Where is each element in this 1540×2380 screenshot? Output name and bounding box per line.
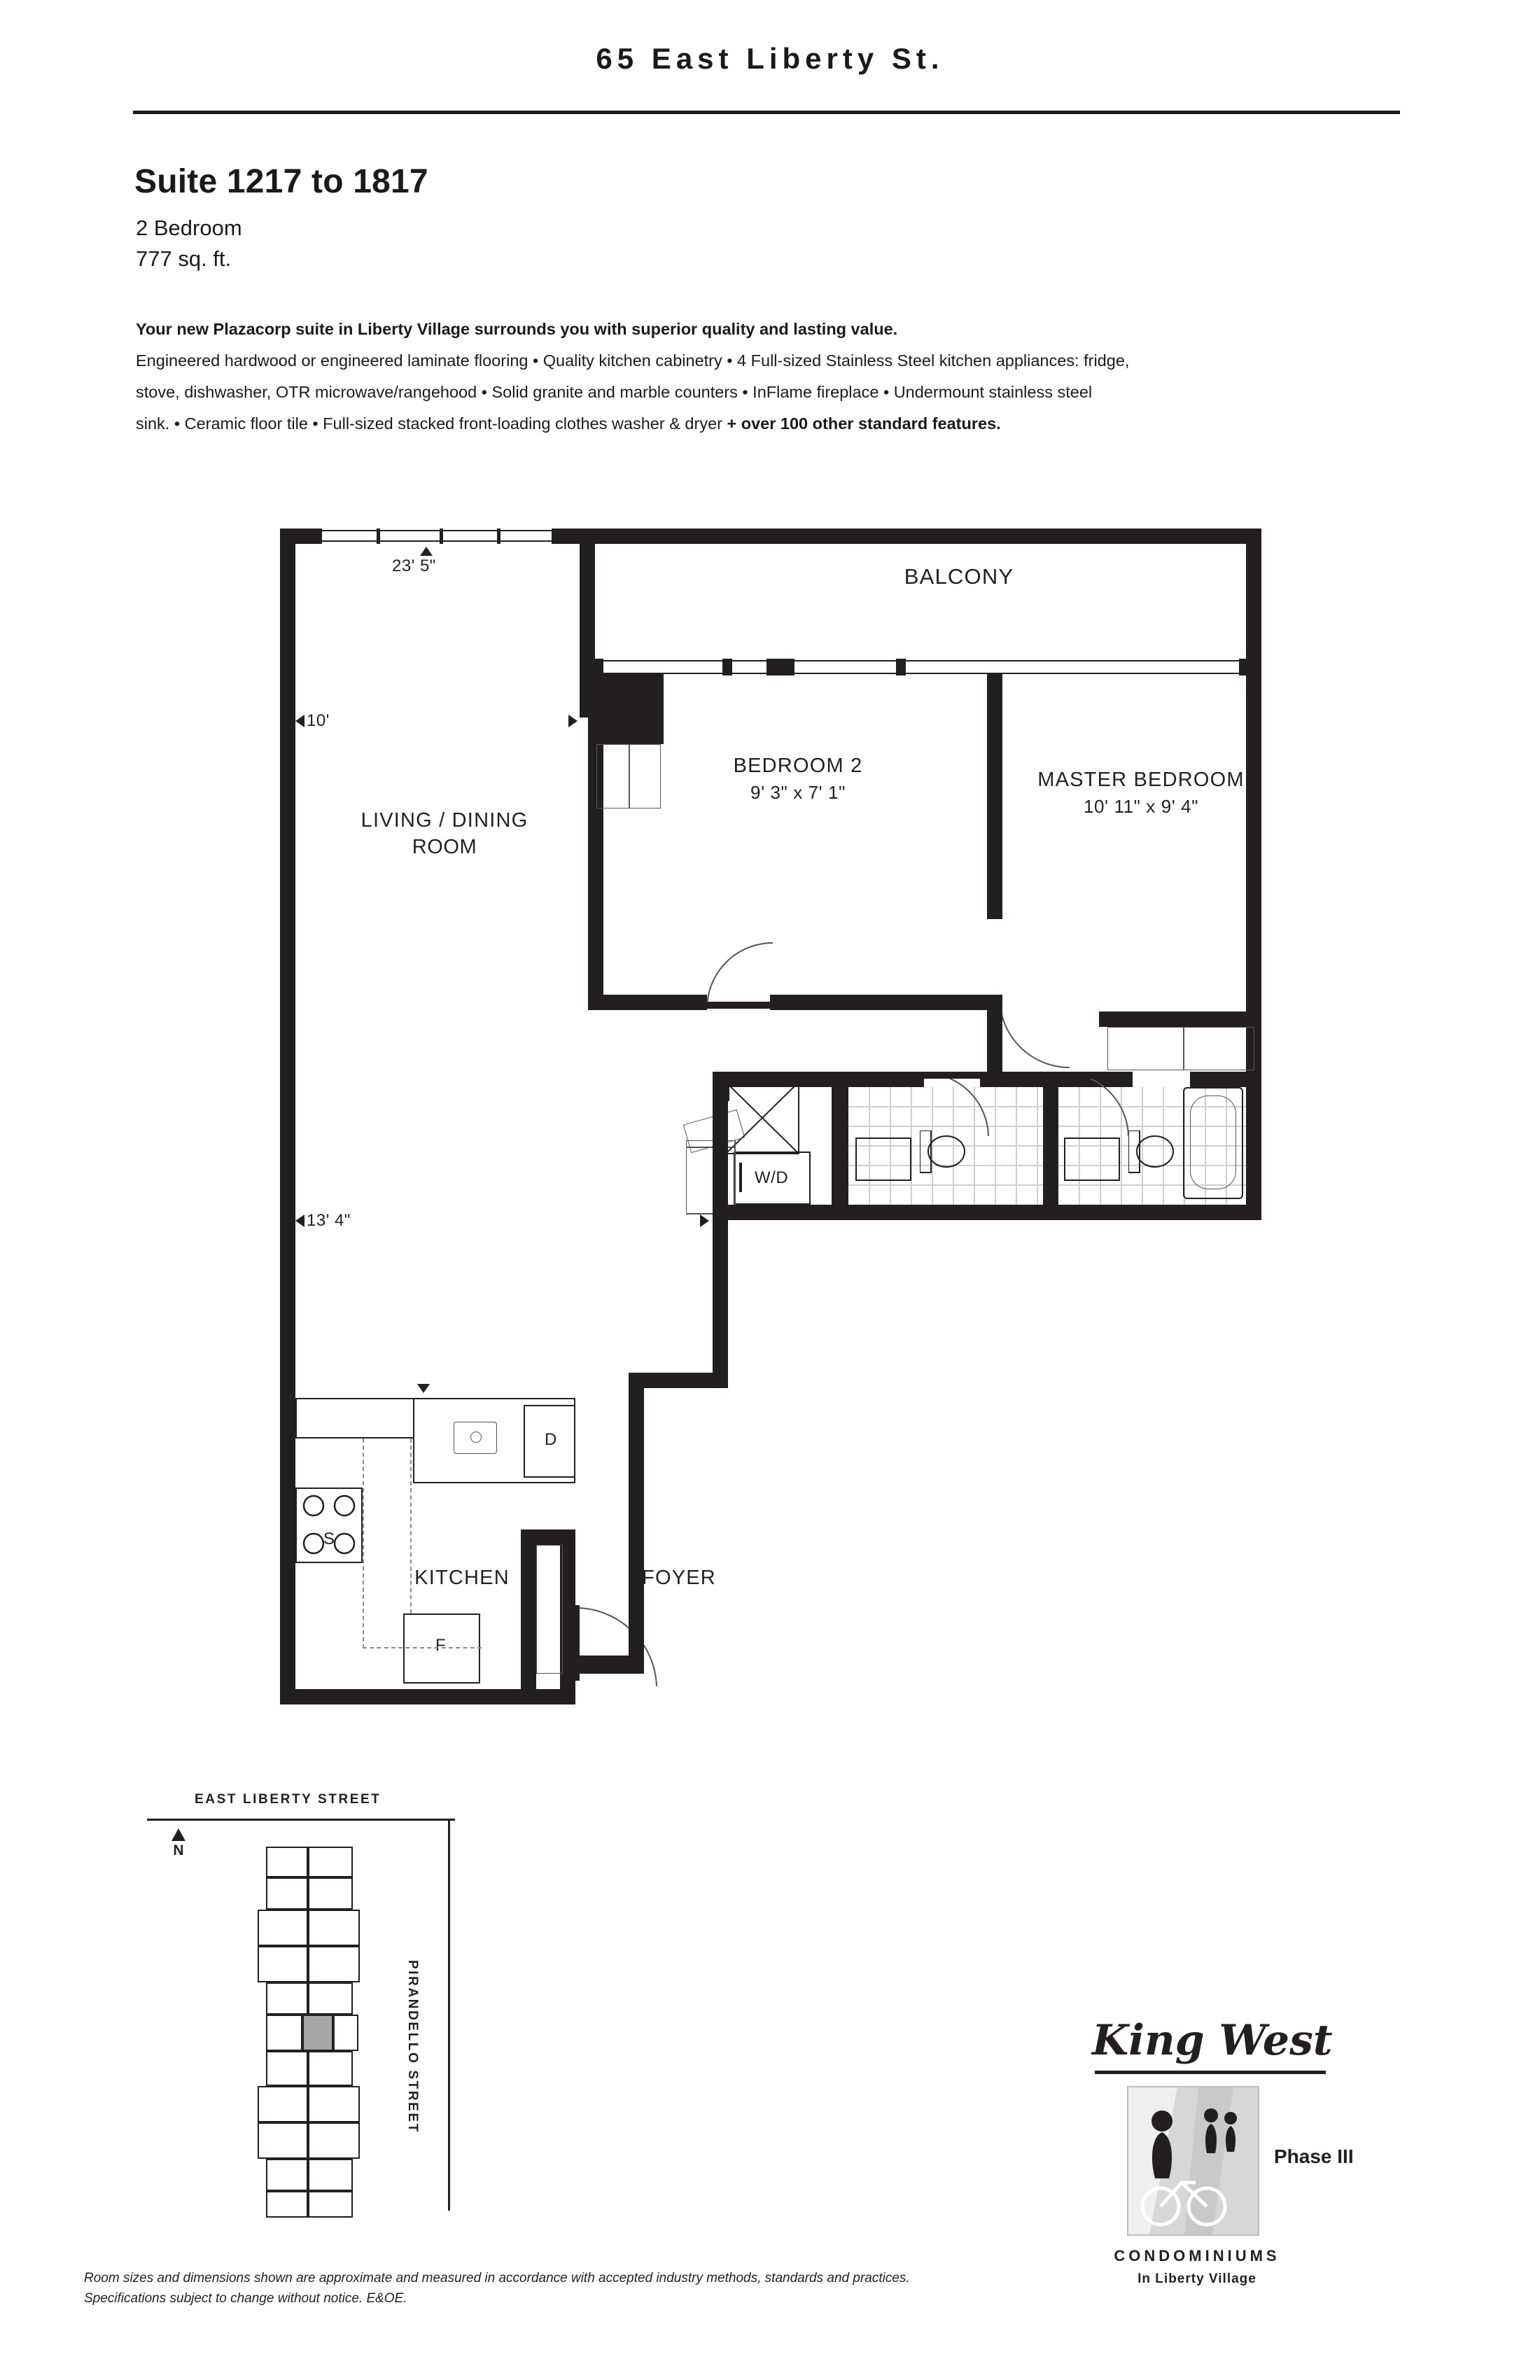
window-living-top-mullion-3 (497, 528, 500, 544)
key-plan (140, 1792, 504, 2282)
dim-depth2: 13' 4" (307, 1211, 351, 1230)
room-label-foyer (574, 1564, 784, 1591)
kitchen-dim-arrow (417, 1384, 430, 1393)
master-dim: 10' 11" x 9' 4" (1083, 796, 1199, 817)
features-body: Engineered hardwood or engineered laminate flooring • Quality kitchen cabinetry • 4 Full-sized Stainless Steel kitchen appliances: fridge, stove, dishwasher, OTR microwave/rangehood • Solid granite and marble counters • InFlame fireplace • Undermount stainless steel sink. • Ceramic floor tile • Full-sized stacked front-loading clothes washer & dryer (136, 351, 1130, 433)
keyplan-unit (266, 2051, 308, 2086)
keyplan-unit (308, 1910, 360, 1946)
keyplan-unit (308, 1847, 353, 1877)
wall-corridor-horizontal (713, 1205, 846, 1220)
keyplan-unit (308, 1982, 353, 2015)
wall-foyer-left (521, 1530, 536, 1690)
fridge-label: F (435, 1636, 446, 1655)
keyplan-unit (308, 1877, 353, 1910)
brand-illustration-svg (1128, 2087, 1258, 2234)
wall-bedroom2-master-divider (987, 674, 1002, 919)
room-label-master (1008, 766, 1274, 820)
suite-bedrooms: 2 Bedroom (136, 216, 242, 240)
kitchen-name: KITCHEN (414, 1567, 510, 1589)
disclaimer-line-2: Specifications subject to change without notice. E&OE. (84, 2291, 407, 2306)
dim-arrow-depth1-right (568, 715, 578, 727)
keyplan-unit (308, 2086, 360, 2122)
keyplan-right-street-line (448, 1819, 450, 2211)
keyplan-unit (258, 2122, 308, 2159)
brand-illustration (1127, 2086, 1259, 2236)
toilet-ensuite (1128, 1130, 1177, 1184)
dim-arrow-width (420, 547, 433, 556)
keyplan-unit (266, 2159, 308, 2191)
keyplan-unit (258, 2086, 308, 2122)
keyplan-unit (258, 1946, 308, 1982)
keyplan-unit (258, 1910, 308, 1946)
dim-depth1: 10' (307, 711, 330, 730)
window-living-top-mullion-2 (440, 528, 443, 544)
floor-plan-drawing (280, 522, 1400, 1712)
room-label-living (315, 807, 574, 860)
room-label-bedroom2 (616, 752, 980, 806)
dim-arrow-depth2 (295, 1214, 304, 1227)
disclaimer (84, 2268, 994, 2309)
page-title: 65 East Liberty St. (596, 42, 944, 75)
bedroom2-name: BEDROOM 2 (733, 755, 863, 777)
condominiums-label: CONDOMINIUMS (1114, 2247, 1280, 2264)
wall-master-closet-top (1099, 1011, 1261, 1027)
sink-bath (855, 1138, 911, 1181)
stove-burners (295, 1488, 363, 1563)
disclaimer-line-1: Room sizes and dimensions shown are approximate and measured in accordance with accepted industry methods, standards and practices. (84, 2271, 910, 2286)
window-balcony-post-4 (896, 659, 906, 676)
wall-exterior-bottom (280, 1689, 574, 1704)
bedroom2-dim: 9' 3" x 7' 1" (750, 782, 846, 803)
wall-corridor-vertical (713, 1220, 728, 1388)
keyplan-unit (266, 1847, 308, 1877)
master-name: MASTER BEDROOM (1037, 769, 1245, 791)
north-label: N (173, 1842, 184, 1858)
keyplan-unit (308, 2191, 353, 2218)
window-balcony-band (580, 660, 1261, 674)
wall-bedroom2-bottom-2 (770, 995, 1002, 1010)
foyer-name: FOYER (642, 1567, 716, 1589)
stove-label: S (323, 1530, 335, 1548)
features-tail: + over 100 other standard features. (727, 414, 1001, 433)
closet-master-door-line (1183, 1027, 1184, 1070)
village-label: In Liberty Village (1138, 2272, 1256, 2286)
kitchen-sink-drain (470, 1432, 482, 1443)
features-lead: Your new Plazacorp suite in Liberty Village surrounds you with superior quality and lasting value. (136, 320, 898, 338)
door-ensuite (1063, 1072, 1130, 1139)
keyplan-unit (266, 2191, 308, 2218)
dim-arrow-depth1 (295, 715, 304, 727)
brand-name: King West (1092, 2016, 1333, 2065)
window-balcony-post-2 (722, 659, 732, 676)
wall-exterior-right (1246, 660, 1261, 1220)
wall-foyer-right-upper (713, 1072, 728, 1220)
living-name-2: ROOM (412, 836, 477, 858)
keyplan-unit (308, 2122, 360, 2159)
living-name: LIVING / DINING (360, 809, 528, 832)
closet-master-doors (1107, 1027, 1254, 1070)
closet-bedroom2-block (588, 674, 664, 744)
features-paragraph (136, 314, 1130, 440)
suite-area: 777 sq. ft. (136, 246, 232, 271)
keyplan-unit (266, 2015, 302, 2051)
door-bedroom2 (706, 941, 776, 1011)
wall-balcony-top (662, 528, 1261, 544)
suite-title: Suite 1217 to 1817 (134, 163, 428, 200)
wall-exterior-left (280, 528, 295, 1704)
window-living-top (321, 530, 553, 542)
header-divider (133, 111, 1400, 114)
north-arrow-icon (172, 1828, 186, 1841)
phase-label: Phase III (1274, 2146, 1354, 2167)
door-bath (923, 1072, 990, 1139)
window-balcony-post-3 (766, 659, 794, 676)
keyplan-building (252, 1847, 377, 2218)
bathtub-inner (1190, 1096, 1236, 1189)
kitchen-dash-bottom (363, 1647, 482, 1648)
wall-exterior-top-left (280, 528, 322, 544)
balcony-name: BALCONY (904, 564, 1014, 589)
wall-bedroom2-bottom (588, 995, 707, 1010)
wall-balcony-right (1246, 528, 1261, 676)
window-living-top-mullion-1 (377, 528, 380, 544)
keyplan-top-street-line (147, 1819, 455, 1821)
keyplan-unit-highlighted (302, 2015, 333, 2051)
room-label-balcony (833, 564, 1085, 590)
keyplan-unit (266, 1877, 308, 1910)
keyplan-street-right-label: PIRANDELLO STREET (405, 1960, 420, 2134)
room-label-kitchen (350, 1564, 574, 1591)
brand-logo (1078, 2016, 1407, 2331)
wall-entry-vertical (629, 1373, 644, 1674)
keyplan-unit (308, 1946, 360, 1982)
sink-ensuite (1064, 1138, 1120, 1181)
dishwasher-label: D (545, 1430, 557, 1449)
wall-bath-bottom (833, 1205, 1261, 1220)
kitchen-dash-left (363, 1438, 364, 1648)
brand-underline (1095, 2071, 1326, 2074)
window-balcony-post-1 (580, 659, 603, 676)
wall-ensuite-left (1043, 1072, 1058, 1220)
dim-width: 23' 5" (392, 556, 436, 575)
keyplan-unit (266, 1982, 308, 2015)
washer-dryer-label: W/D (755, 1168, 789, 1187)
keyplan-unit (333, 2015, 358, 2051)
door-master-bedroom (995, 995, 1072, 1072)
keyplan-unit (308, 2159, 353, 2191)
wall-ensuite-top-right (1190, 1072, 1261, 1087)
wall-living-top-right-block (580, 528, 664, 544)
keyplan-unit (308, 2051, 353, 2086)
dim-arrow-depth2-right (700, 1214, 709, 1227)
wall-shower-right (832, 1072, 847, 1220)
keyplan-street-top-label: EAST LIBERTY STREET (195, 1792, 382, 1807)
door-entry (573, 1605, 664, 1689)
